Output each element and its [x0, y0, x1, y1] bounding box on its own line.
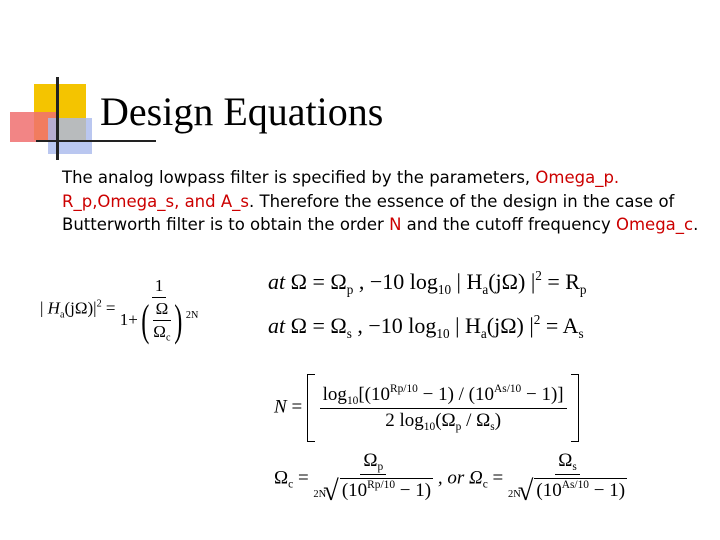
- order-fraction: $\frac{\log_{10}[(10^{Rp/10} - 1) / (10^{As/10} - 1)]}{2 \log_{10}(\Omega_p / \Omega_s)}$: [320, 383, 567, 433]
- paragraph-text: . Therefore the essence of the design in the case of Butterworth filter is to obtain the order: [62, 191, 675, 234]
- slide-title: Design Equations: [100, 89, 384, 134]
- magnitude-fraction: 1 1+( $\frac{\Omega}{\Omega_c}$ ) $^{2N}$: [119, 276, 199, 346]
- paragraph-text: The analog lowpass filter is specified by the parameters,: [62, 168, 536, 187]
- magnitude-squared-equation: | $H_a(j\Omega)|^2$ = 1 1+( $\frac{\Omega}{\Omega_c}$ ) $^{2N}$: [40, 276, 199, 346]
- decorative-blue-square: [48, 118, 92, 154]
- order-equation: N = $\frac{\log_{10}[(10^{Rp/10} - 1) / (10^{As/10} - 1)]}{2 \log_{10}(\Omega_p / \Omega_s)}$: [274, 374, 579, 442]
- paragraph-text: .: [693, 215, 699, 234]
- cutoff-fraction-stopband: $\frac{\Omega_s}{2N√ (10^{As/10} - 1)}$: [508, 450, 626, 507]
- decorative-vertical-line: [56, 77, 59, 160]
- parameter-list: Omega_p. R_p,Omega_s, and A_s: [62, 168, 620, 211]
- intro-paragraph: [62, 166, 712, 237]
- cutoff-symbol: Omega_c: [615, 215, 694, 234]
- passband-condition-equation: at $\Omega = \Omega_p$ , −10 $\log_{10}$ | $H_a(j\Omega) |^2 = R_p$: [268, 268, 587, 297]
- decorative-horizontal-line: [36, 140, 156, 142]
- cutoff-equation: $\Omega_c$ = $\frac{\Omega_p}{2N√ (10^{Rp/10} - 1)}$ , or $\Omega_c$ = $\frac{\Omega_s}{2N√ (10^{As/10} - 1)}$: [274, 450, 626, 507]
- stopband-condition-equation: at $\Omega = \Omega_s$ , −10 $\log_{10}$ | $H_a(j\Omega) |^2 = A_s$: [268, 312, 584, 341]
- paragraph-text: and the cutoff frequency: [401, 215, 616, 234]
- order-symbol: N: [389, 215, 402, 234]
- cutoff-fraction-passband: $\frac{\Omega_p}{2N√ (10^{Rp/10} - 1)}$: [313, 450, 432, 507]
